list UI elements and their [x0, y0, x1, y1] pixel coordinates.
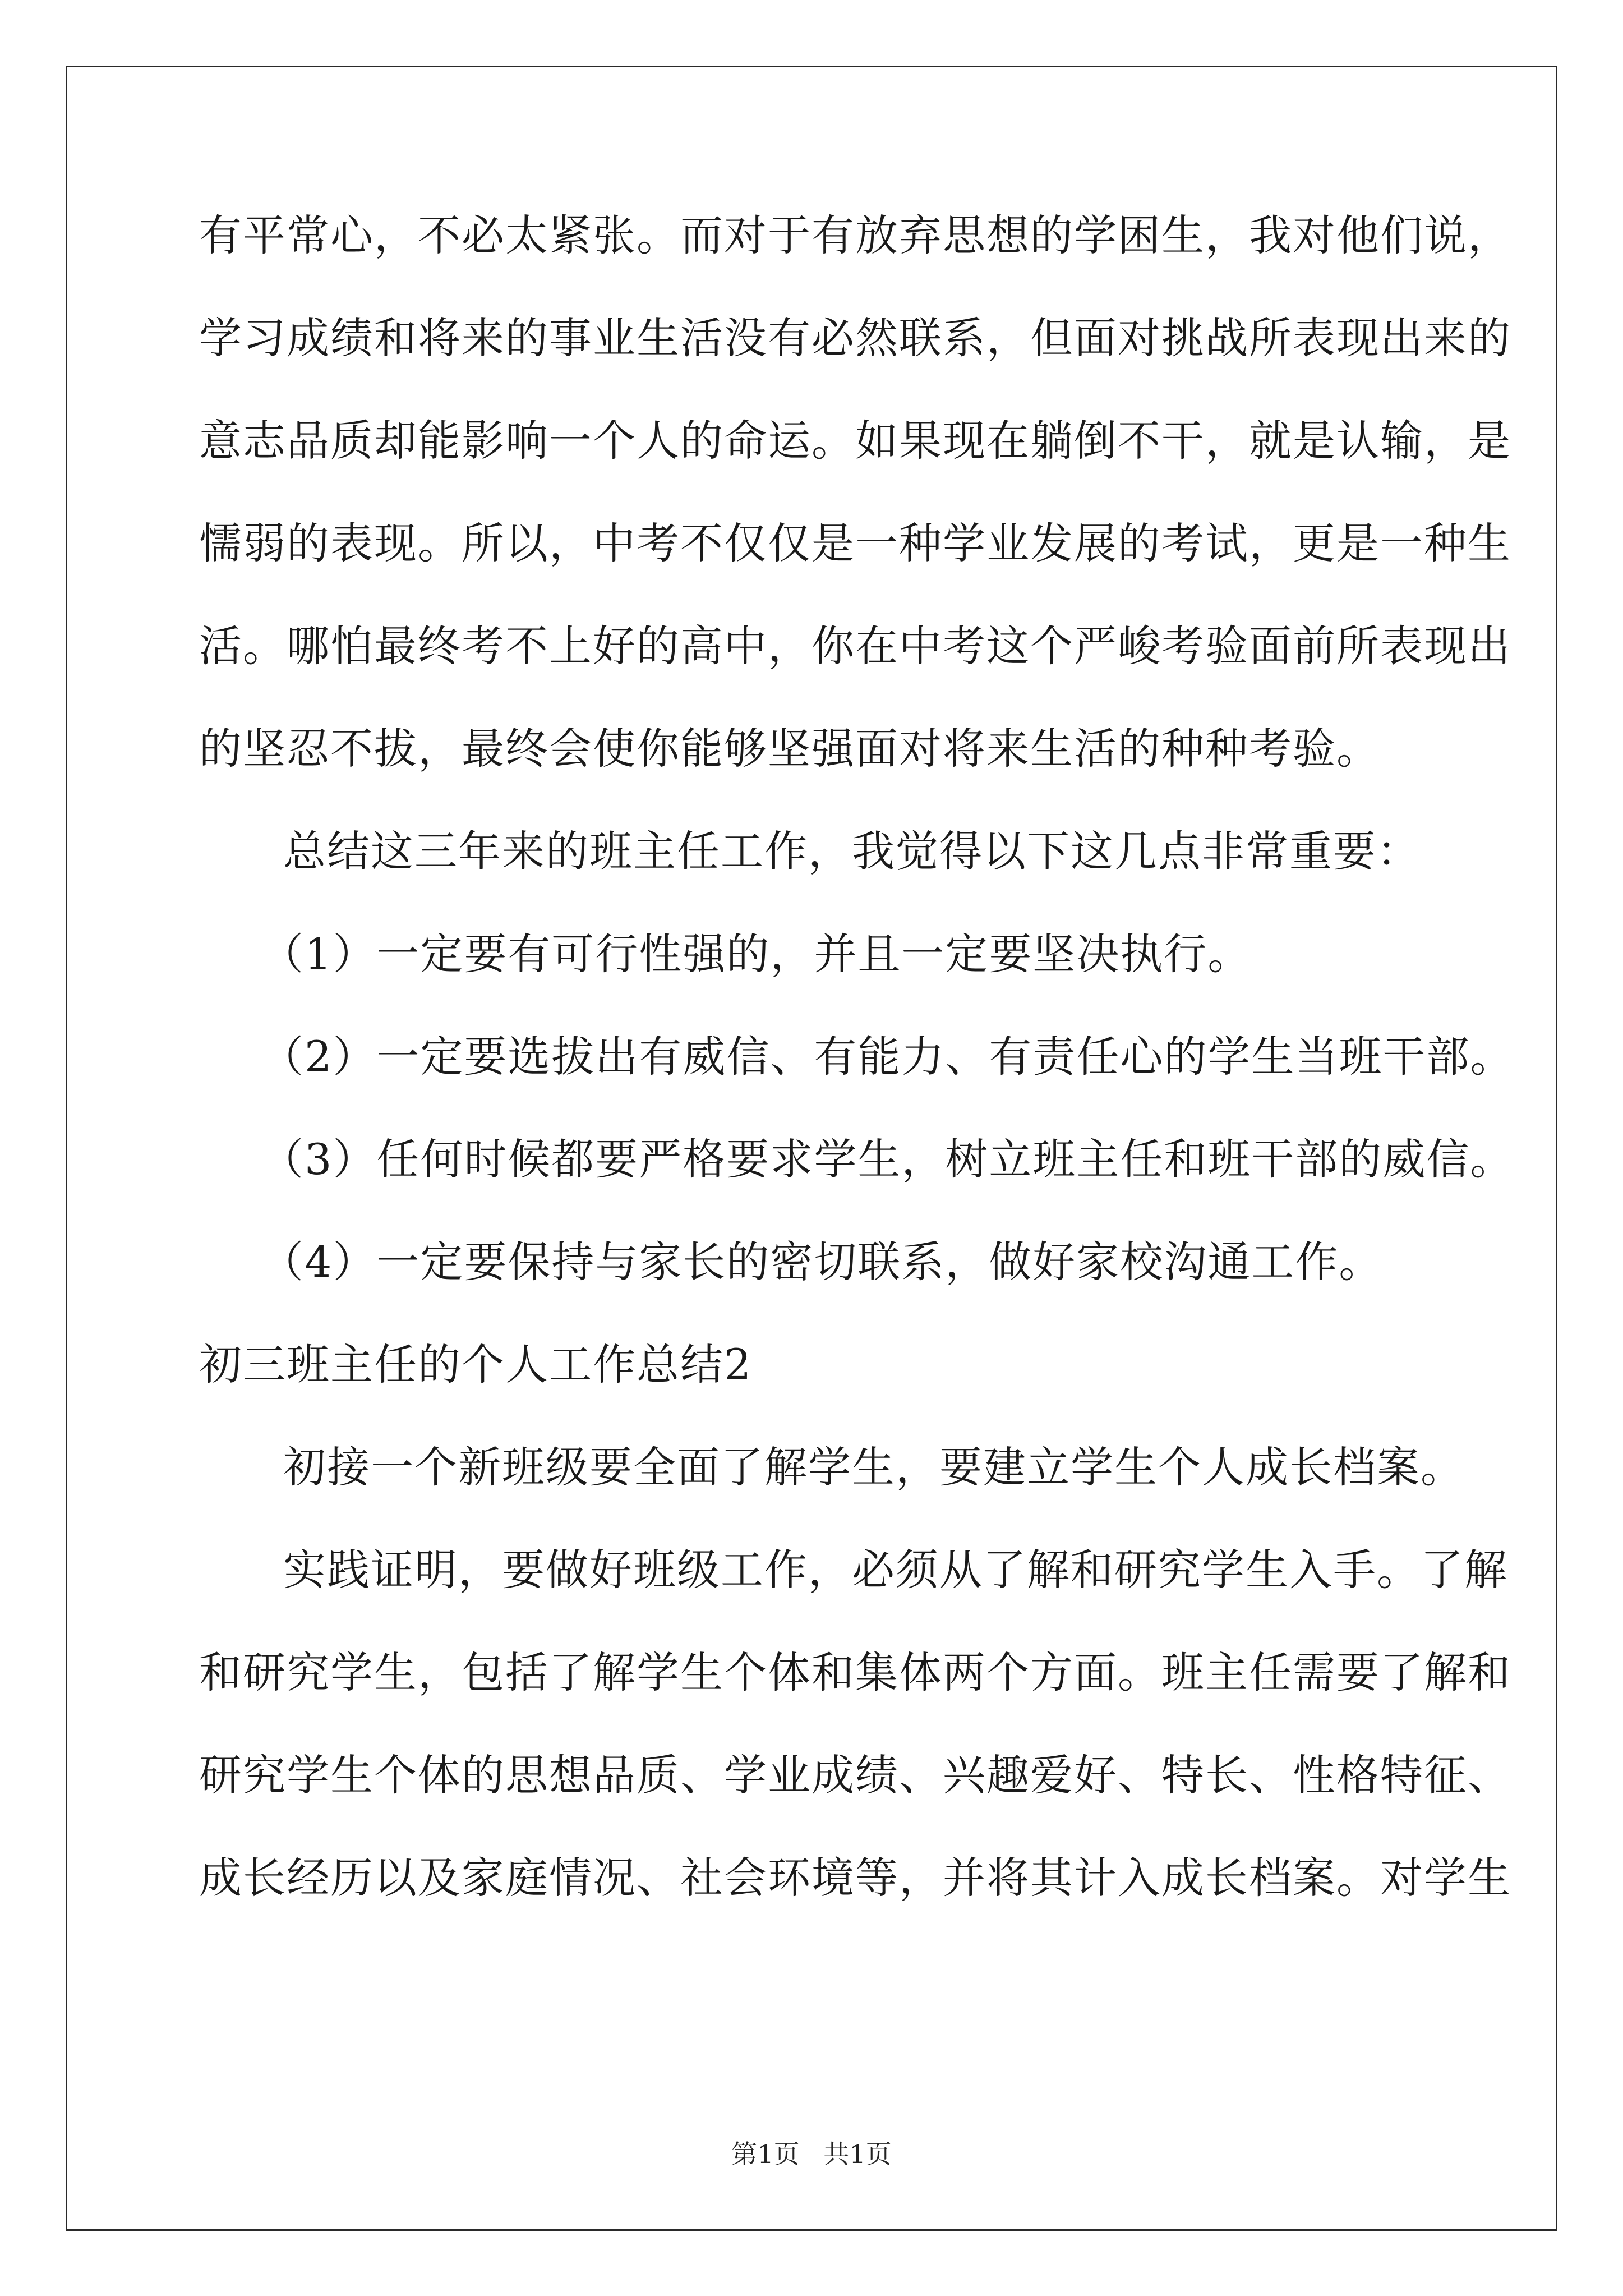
section-heading: 初三班主任的个人工作总结2 [199, 1340, 753, 1389]
paragraph-line: 研究学生个体的思想品质、学业成绩、兴趣爱好、特长、性格特征、 [199, 1750, 1511, 1800]
paragraph-line: 初接一个新班级要全面了解学生，要建立学生个人成长档案。 [283, 1442, 1464, 1492]
paragraph-line: 活。哪怕最终考不上好的高中，你在中考这个严峻考验面前所表现出 [199, 621, 1511, 671]
paragraph-line: 总结这三年来的班主任工作，我觉得以下这几点非常重要： [283, 826, 1421, 876]
paragraph-line: 实践证明，要做好班级工作，必须从了解和研究学生入手。了解 [283, 1545, 1508, 1595]
page-number: 第1页 [731, 2139, 800, 2169]
list-item: （1）一定要有可行性强的，并且一定要坚决执行。 [261, 929, 1252, 979]
paragraph-line: 和研究学生，包括了解学生个体和集体两个方面。班主任需要了解和 [199, 1648, 1511, 1697]
paragraph-line: 成长经历以及家庭情况、社会环境等，并将其计入成长档案。对学生 [199, 1853, 1511, 1903]
paragraph-line: 学习成绩和将来的事业生活没有必然联系，但面对挑战所表现出来的 [199, 313, 1511, 363]
paragraph-line: 意志品质却能影响一个人的命运。如果现在躺倒不干，就是认输，是 [199, 416, 1511, 466]
list-item: （3）任何时候都要严格要求学生，树立班主任和班干部的威信。 [261, 1134, 1514, 1184]
page-total: 共1页 [823, 2139, 892, 2169]
paragraph-line: 懦弱的表现。所以，中考不仅仅是一种学业发展的考试，更是一种生 [199, 518, 1511, 568]
list-item: （2）一定要选拔出有威信、有能力、有责任心的学生当班干部。 [261, 1032, 1514, 1082]
list-item: （4）一定要保持与家长的密切联系，做好家校沟通工作。 [261, 1237, 1383, 1287]
paragraph-line: 有平常心，不必太紧张。而对于有放弃思想的学困生，我对他们说， [199, 210, 1511, 260]
paragraph-line: 的坚忍不拔，最终会使你能够坚强面对将来生活的种种考验。 [199, 724, 1380, 774]
page-footer [0, 2137, 1623, 2171]
